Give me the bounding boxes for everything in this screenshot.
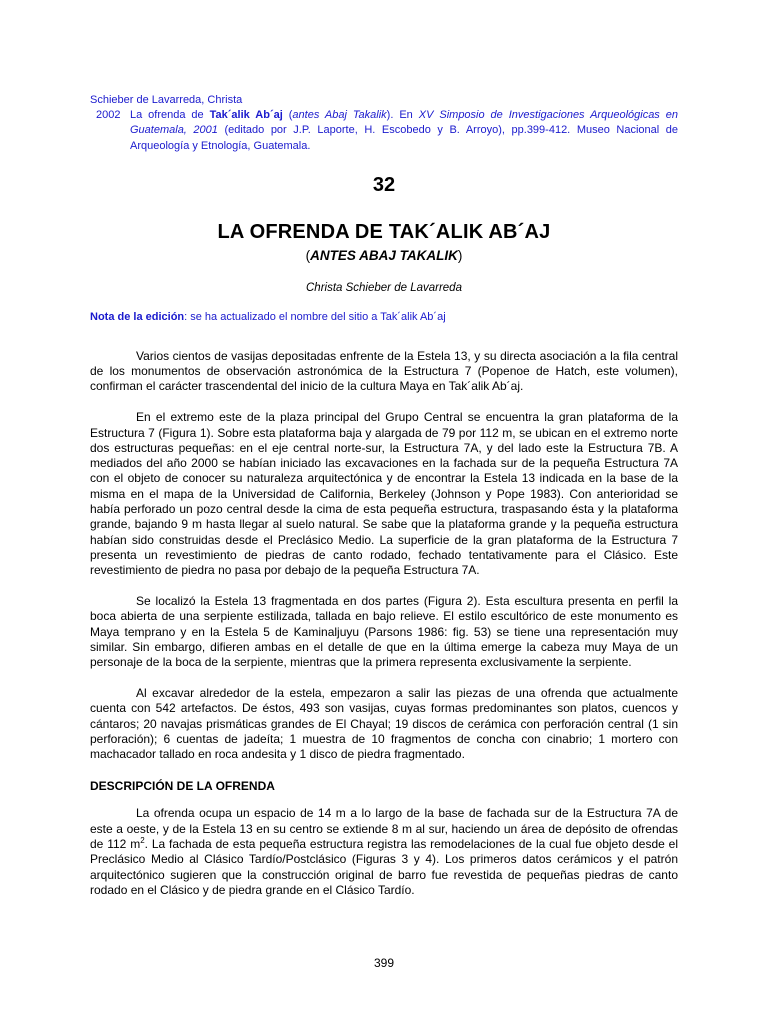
citation-series: XV Simposio de Investigaciones Arqueológicas en Guatemala, 2001 [130,109,678,137]
author-byline: Christa Schieber de Lavarreda [306,281,462,294]
citation-part: La ofrenda de [130,109,210,122]
citation-part: (editado por J.P. Laporte, H. Escobedo y B. Arroyo), pp.399-412. Museo Nacional de Arqueología y Etnología, Guatemala. [130,124,679,152]
page-number: 399 [373,956,395,970]
citation-entry [90,108,678,154]
subtitle-close-paren: ) [457,247,463,263]
edition-note-label: Nota de la edición [90,310,185,323]
edition-note [90,311,678,323]
superscript-exponent: 2 [140,836,145,846]
citation-part: ( [282,109,293,122]
citation-author: Schieber de Lavarreda, Christa [90,94,243,106]
chapter-number: 32 [372,173,396,196]
section-text-b: . La fachada de esta pequeña estructura registra las remodelaciones de la cual fue objeto desde el Preclásico Medio al Clásico Tardío/Postclásico (Figuras 3 y 4). Los primeros datos cerámicos y el patrón arquitectónico sugieren que la construcción original de barro fue revestida de pequeñas piedras de canto rodado en el Clásico y de piedra grande en el Clásico Tardío. [90,837,678,897]
subtitle-text: ANTES ABAJ TAKALIK [310,247,458,263]
subtitle-open-paren: ( [305,247,311,263]
citation-year: 2002 [96,109,121,122]
section-paragraph [90,806,678,898]
citation-block [90,93,678,154]
body-paragraph: En el extremo este de la plaza principal del Grupo Central se encuentra la gran plataforma de la Estructura 7 (Figura 1). Sobre esta plataforma baja y alargada de 79 por 112 m, se ubican en el extremo norte dos estructuras pequeñas: en el eje central norte-sur, la Estructura 7A, y del lado este la Estructura 7B. A mediados del año 2000 se habían iniciado las excavaciones en la fachada sur de la pequeña Estructura 7A con el objeto de conocer su naturaleza arquitectónica y de encontrar la Estela 13 indicada en la base de la misma en el mapa de la Universidad de California, Berkeley (Johnson y Pope 1983). Con anterioridad se había perforado un pozo central desde la cima de esta pequeña estructura, traspasando ésta y la plataforma grande, bajando 9 m hasta llegar al suelo natural. Se sabe que la plataforma grande y la pequeña estructura habían sido construidas desde el Preclásico Medio. La superficie de la gran plataforma de la Estructura 7 presenta un revestimiento de piedras de canto rodado, fechado tentativamente para el Clásico. Este revestimiento de piedra no pasa por debajo de la pequeña Estructura 7A. [90,410,678,578]
body-paragraph: Al excavar alrededor de la estela, empezaron a salir las piezas de una ofrenda que actualmente cuenta con 542 artefactos. De éstos, 493 son vasijas, cuyas formas predominantes son platos, cuencos y cántaros; 20 navajas prismáticas grandes de El Chayal; 19 discos de cerámica con perforación central (1 sin perforación); 6 cuentas de jadeíta; 1 muestra de 10 fragmentos de concha con cinabrio; 1 mortero con machacador tallado en roca andesita y 1 disco de piedra fragmentado. [90,685,678,762]
body-paragraph: Se localizó la Estela 13 fragmentada en dos partes (Figura 2). Esta escultura presenta en perfil la boca abierta de una serpiente estilizada, tallada en bajo relieve. El estilo escultórico de este monumento es Maya temprano y en la Estela 5 de Kaminaljuyu (Parsons 1986: fig. 53) se tiene una representación muy similar. Sin embargo, difieren ambas en el detalle de que en la última emerge la cabeza muy Maya de un personaje de la boca de la serpiente, mientras que la primera representa exclusivamente la serpiente. [90,593,678,670]
paper-title: LA OFRENDA DE TAK´ALIK AB´AJ [217,220,551,243]
edition-note-text: : se ha actualizado el nombre del sitio a Tak´alik Ab´aj [184,310,446,323]
citation-part: ). En [386,109,419,122]
section-heading: DESCRIPCIÓN DE LA OFRENDA [90,779,275,794]
paper-subtitle [90,248,678,263]
document-page [90,93,678,898]
citation-title: Tak´alik Ab´aj [209,109,283,122]
citation-title-alt: antes Abaj Takalik [292,109,387,122]
section-text-a: La ofrenda ocupa un espacio de 14 m a lo largo de la base de fachada sur de la Estructura 7A de este a oeste, y de la Estela 13 en su centro se extiende 8 m al sur, haciendo un área de depósito de ofrendas de 112 m [90,806,678,852]
citation-text [130,108,678,154]
body-paragraph: Varios cientos de vasijas depositadas enfrente de la Estela 13, y su directa asociación a la fila central de los monumentos de observación astronómica de la Estructura 7 (Popenoe de Hatch, este volumen), confirman el carácter trascendental del inicio de la cultura Maya en Tak´alik Ab´aj. [90,348,678,394]
